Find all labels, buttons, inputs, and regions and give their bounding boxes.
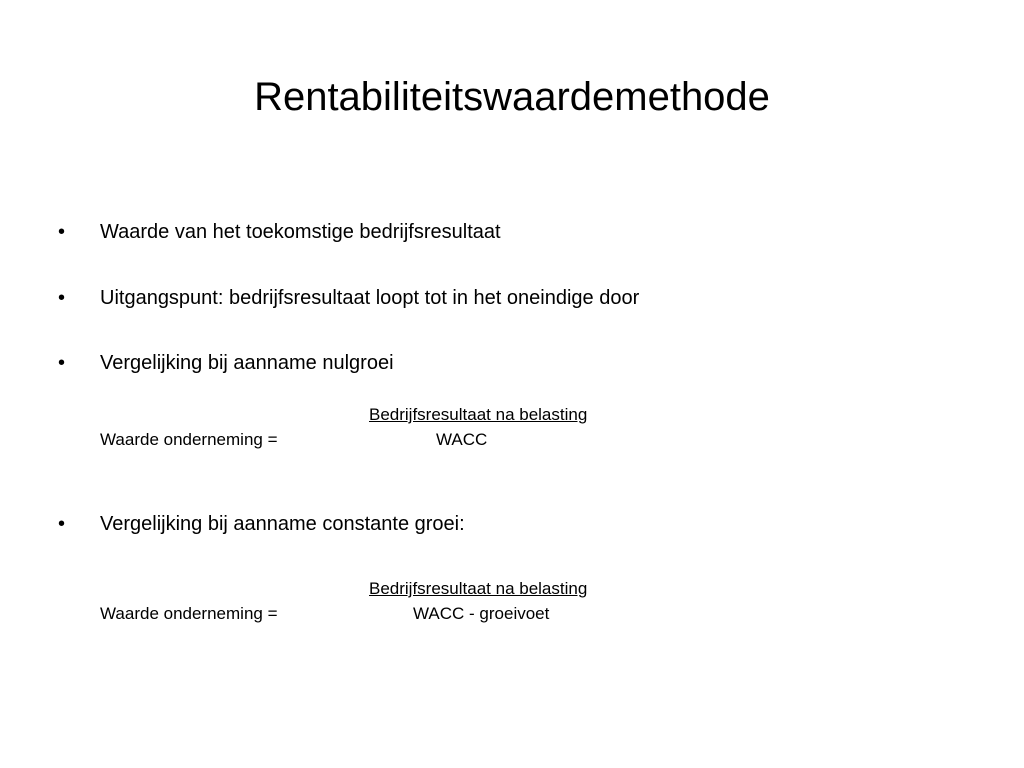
bullet-item <box>58 285 639 311</box>
bullet-item <box>58 219 501 245</box>
formula-zero-growth-label: Waarde onderneming = <box>100 430 278 449</box>
formula-constant-growth-denominator: WACC - groeivoet <box>413 604 550 623</box>
bullet-marker: • <box>58 221 66 243</box>
bullet-marker: • <box>58 352 66 374</box>
bullet-item <box>58 511 465 537</box>
formula-constant-growth-label: Waarde onderneming = <box>100 604 278 623</box>
bullet-marker: • <box>58 287 66 309</box>
formula-zero-growth-numerator: Bedrijfsresultaat na belasting <box>369 405 588 424</box>
bullet-item <box>58 350 394 376</box>
bullet-text: Uitgangspunt: bedrijfsresultaat loopt tot in het oneindige door <box>100 287 640 309</box>
bullet-text: Vergelijking bij aanname constante groei: <box>100 513 465 535</box>
bullet-text: Waarde van het toekomstige bedrijfsresultaat <box>100 221 501 243</box>
formula-zero-growth-denominator: WACC <box>436 430 488 449</box>
slide-title: Rentabiliteitswaardemethode <box>254 75 770 119</box>
bullet-text: Vergelijking bij aanname nulgroei <box>100 352 394 374</box>
formula-constant-growth-numerator: Bedrijfsresultaat na belasting <box>369 579 588 598</box>
bullet-marker: • <box>58 513 66 535</box>
